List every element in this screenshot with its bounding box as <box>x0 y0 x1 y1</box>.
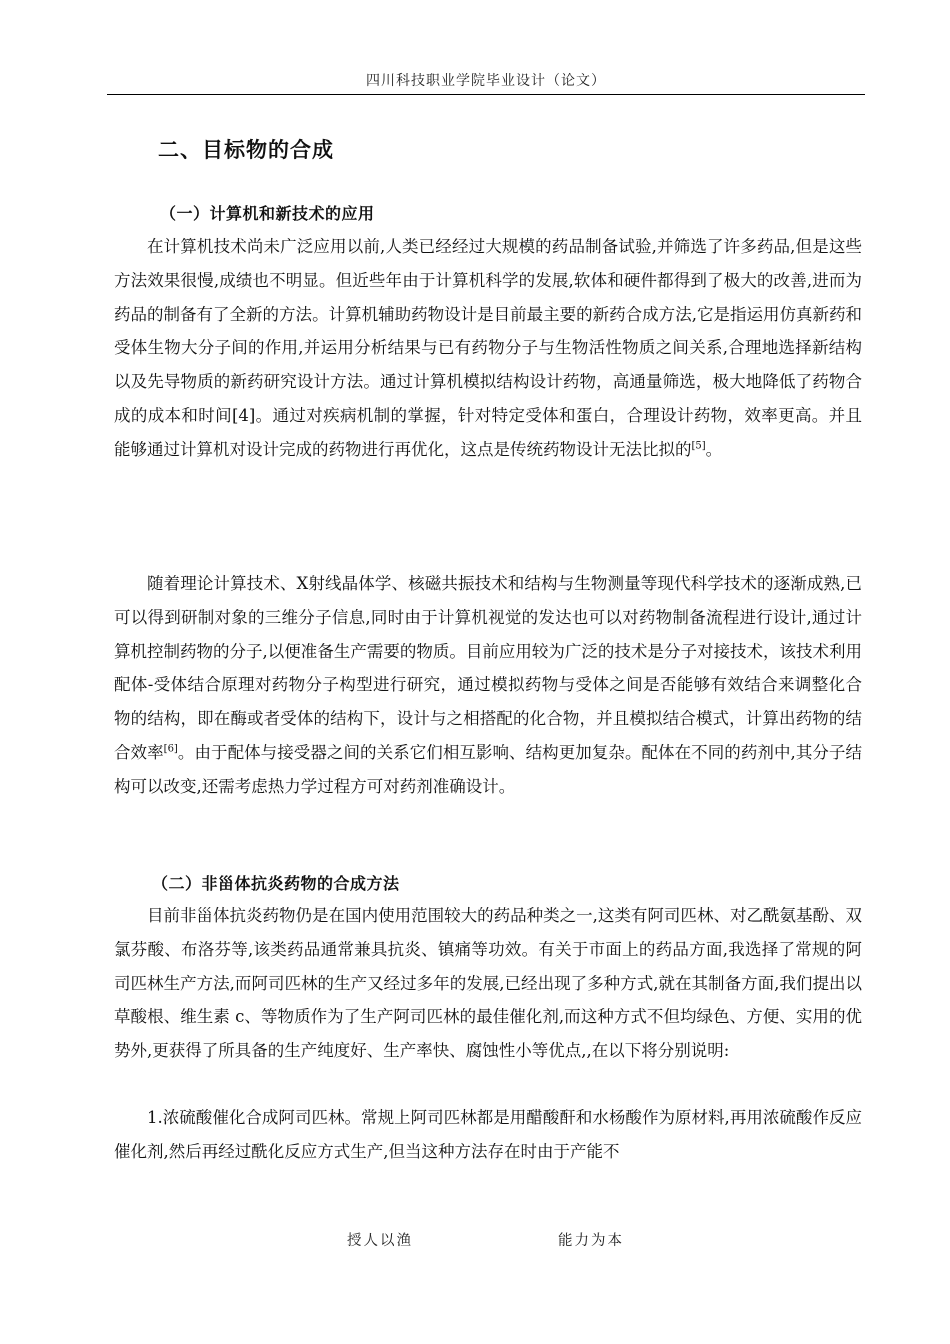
paragraph-text: 目前非甾体抗炎药物仍是在国内使用范围较大的药品种类之一,这类有阿司匹林、对乙酰氨基酚、双氯芬酸、布洛芬等,该类药品通常兼具抗炎、镇痛等功效。有关于市面上的药品方面,我选择了常规的阿司匹林生产方法,而阿司匹林的生产又经过多年的发展,已经出现了多种方式,就在其制备方面,我们提出以草酸根、维生素 c、等物质作为了生产阿司匹林的最佳催化剂,而这种方式不但均绿色、方便、实用的优势外,更获得了所具备的生产纯度好、生产率快、腐蚀性小等优点,,在以下将分别说明: <box>114 906 862 1061</box>
section-title: 二、目标物的合成 <box>158 137 334 162</box>
paragraph-text-end: 。由于配体与接受器之间的关系它们相互影响、结构更加复杂。配体在不同的药剂中,其分子结构可以改变,还需考虑热力学过程方可对药剂准确设计。 <box>114 742 862 796</box>
footer-right: 能力为本 <box>558 1233 624 1249</box>
subsection-title-1: （一）计算机和新技术的应用 <box>160 204 375 223</box>
subsection-title-2: （二）非甾体抗炎药物的合成方法 <box>152 874 400 893</box>
citation-ref: [6] <box>163 743 178 755</box>
paragraph-text: 在计算机技术尚未广泛应用以前,人类已经经过大规模的药品制备试验,并筛选了许多药品,但是这些方法效果很慢,成绩也不明显。但近些年由于计算机科学的发展,软体和硬件都得到了极大的改善,进而为药品的制备有了全新的方法。计算机辅助药物设计是目前最主要的新药合成方法,它是指运用仿真新药和受体生物大分子间的作用,并运用分析结果与已有药物分子与生物活性物质之间关系,合理地选择新结构以及先导物质的新药研究设计方法。通过计算机模拟结构设计药物，高通量筛选，极大地降低了药物合成的成本和时间[4]。通过对疾病机制的掌握，针对特定受体和蛋白，合理设计药物，效率更高。并且能够通过计算机对设计完成的药物进行再优化，这点是传统药物设计无法比拟的 <box>114 237 862 459</box>
paragraph-computer-aided-design <box>114 230 862 467</box>
paragraph-text: 1.浓硫酸催化合成阿司匹林。常规上阿司匹林都是用醋酸酐和水杨酸作为原材料,再用浓硫酸作反应催化剂,然后再经过酰化反应方式生产,但当这种方法存在时由于产能不 <box>114 1108 862 1161</box>
paragraph-molecular-docking <box>114 567 862 804</box>
paragraph-nsaid-overview <box>114 899 862 1068</box>
citation-ref: [5] <box>691 440 706 452</box>
paragraph-sulfuric-acid-method <box>114 1101 862 1169</box>
footer-left: 授人以渔 <box>347 1233 413 1249</box>
running-header: 四川科技职业学院毕业设计（论文） <box>107 70 865 95</box>
paragraph-text-end: 。 <box>705 439 723 459</box>
paragraph-text: 随着理论计算技术、X射线晶体学、核磁共振技术和结构与生物测量等现代科学技术的逐渐成熟,已可以得到研制对象的三维分子信息,同时由于计算机视觉的发达也可以对药物制备流程进行设计,通过计算机控制药物的分子,以便准备生产需要的物质。目前应用较为广泛的技术是分子对接技术，该技术利用配体-受体结合原理对药物分子构型进行研究，通过模拟药物与受体之间是否能够有效结合来调整化合物的结构，即在酶或者受体的结构下，设计与之相搭配的化合物，并且模拟结合模式，计算出药物的结合效率 <box>114 574 862 762</box>
